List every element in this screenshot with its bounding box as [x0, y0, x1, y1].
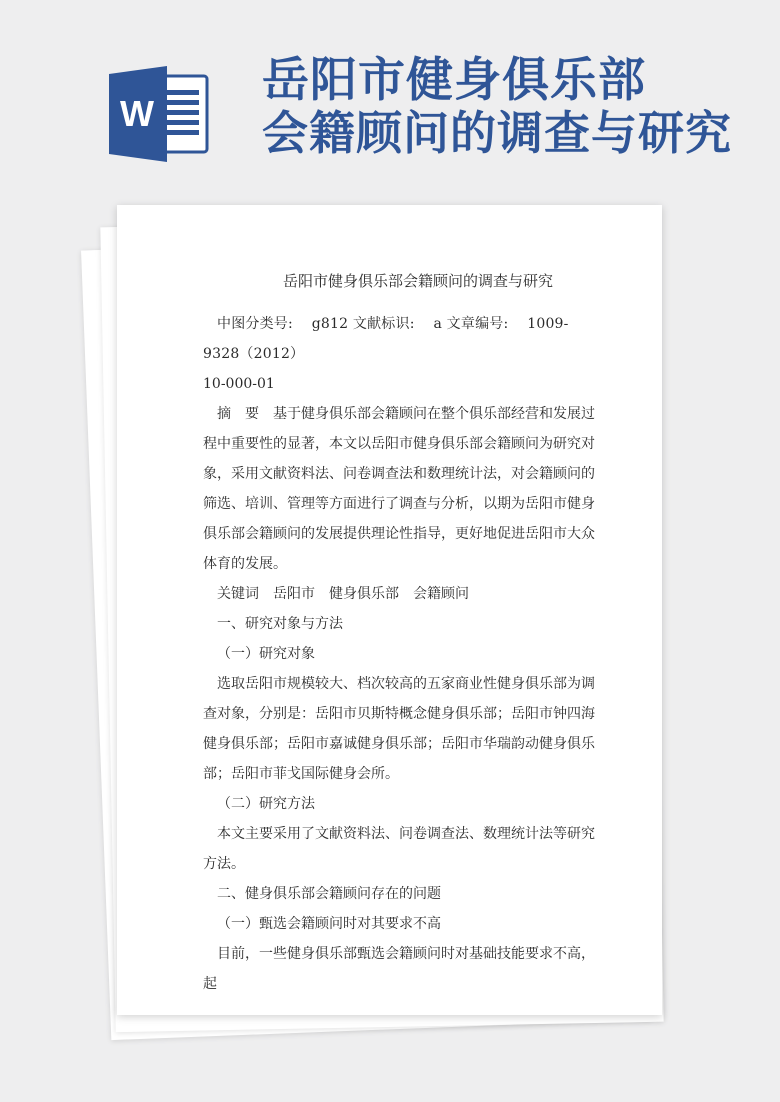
banner-title-line2: 会籍顾问的调查与研究 [262, 106, 732, 160]
section-heading-1: 一、研究对象与方法 [217, 616, 343, 632]
paragraph-problems: 目前，一些健身俱乐部甄选会籍顾问时对基础技能要求不高， 起 [203, 946, 602, 992]
document-body [203, 270, 603, 999]
document-heading: 岳阳市健身俱乐部会籍顾问的调查与研究 [282, 272, 553, 290]
word-icon [109, 66, 209, 162]
svg-text:W: W [120, 93, 154, 134]
paragraph-research-methods: 本文主要采用了文献资料法、问卷调查法、数理统计法等研究方法。 [203, 826, 595, 872]
document-meta-line1: 中图分类号: g812 文献标识: a 文章编号: 1009-9328（2012） [203, 316, 569, 362]
document-meta-line2: 10-000-01 [203, 376, 275, 392]
subsection-heading-1-2: （二）研究方法 [217, 796, 315, 812]
keywords: 关键词 岳阳市 健身俱乐部 会籍顾问 [217, 586, 469, 602]
paragraph-research-objects: 选取岳阳市规模较大、档次较高的五家商业性健身俱乐部为调查对象，分别是：岳阳市贝斯特概念健身俱乐部；岳阳市钟四海健身俱乐部；岳阳市嘉诚健身俱乐部；岳阳市华瑞韵动健身俱乐部；岳阳市菲戈国际健身会所。 [203, 676, 595, 782]
banner-title-line1: 岳阳市健身俱乐部 [262, 53, 646, 108]
abstract: 摘 要 基于健身俱乐部会籍顾问在整个俱乐部经营和发展过程中重要性的显著，本文以岳阳市健身俱乐部会籍顾问为研究对象，采用文献资料法、问卷调查法和数理统计法，对会籍顾问的筛选、培训、管理等方面进行了调查与分析，以期为岳阳市健身俱乐部会籍顾问的发展提供理论性指导，更好地促进岳阳市大众体育的发展。 [203, 406, 595, 572]
section-heading-2: 二、健身俱乐部会籍顾问存在的问题 [217, 886, 441, 902]
subsection-heading-1-1: （一）研究对象 [217, 646, 315, 662]
subsection-heading-2-1: （一）甄选会籍顾问时对其要求不高 [217, 916, 441, 932]
banner-title [262, 54, 732, 160]
